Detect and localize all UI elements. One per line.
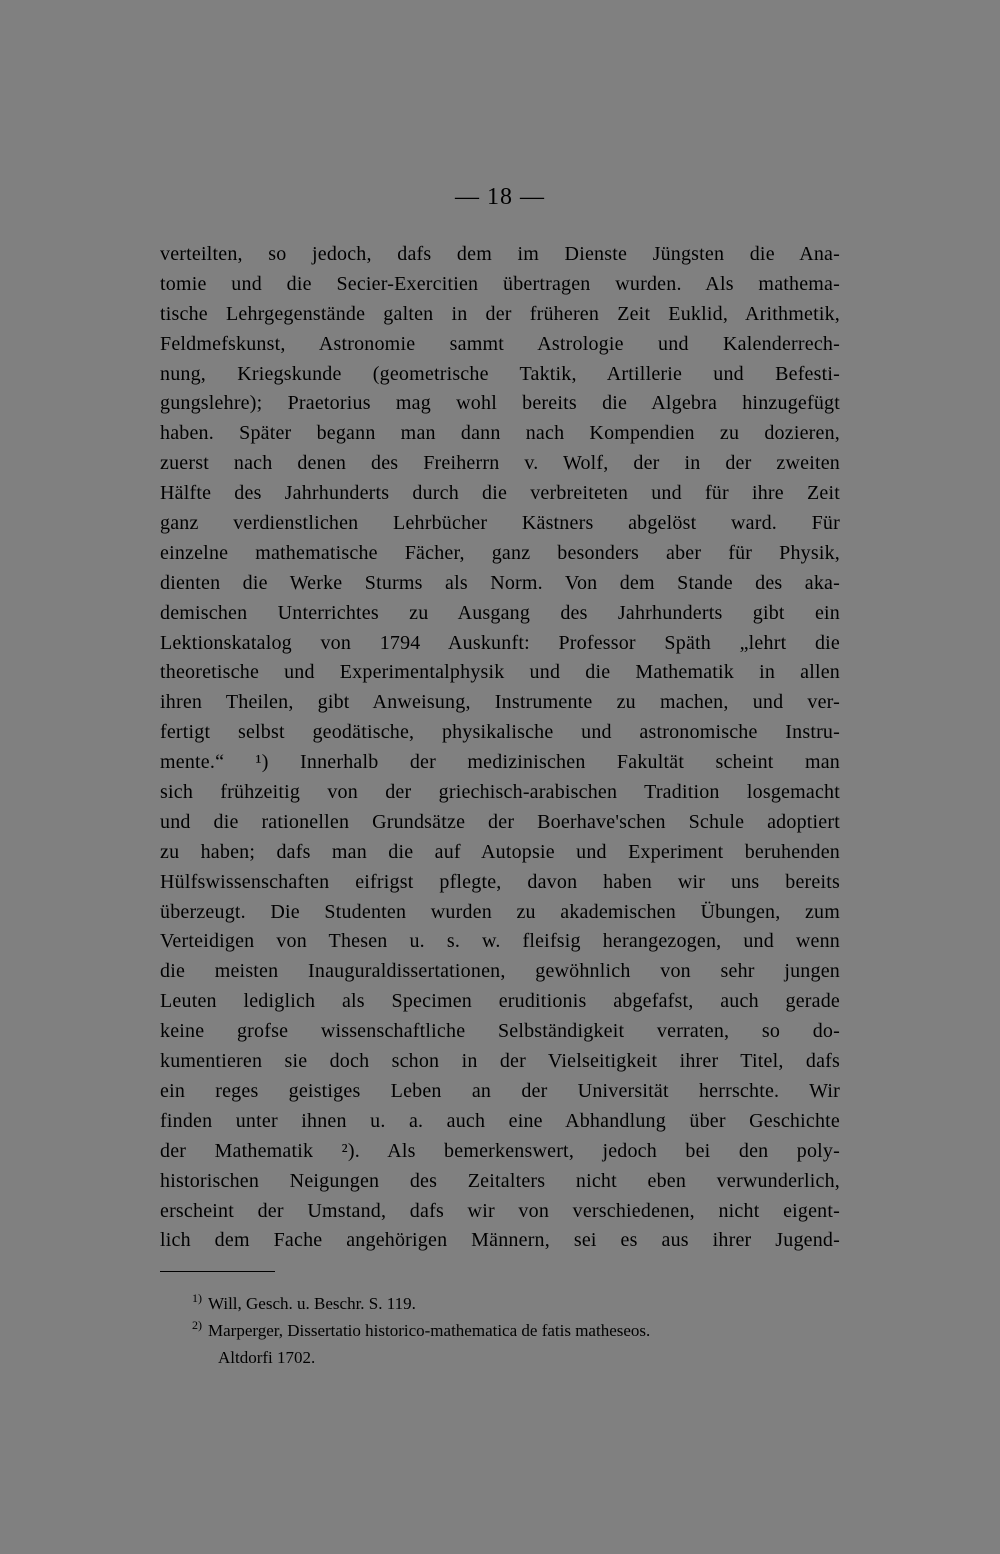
text-line: der Mathematik ²). Als bemerkenswert, jedoch bei den poly-	[160, 1139, 840, 1162]
text-line: keine grofse wissenschaftliche Selbständigkeit verraten, so do-	[160, 1020, 840, 1043]
text-line: tische Lehrgegenstände galten in der früheren Zeit Euklid, Arithmetik,	[160, 302, 840, 325]
text-line: demischen Unterrichtes zu Ausgang des Jahrhunderts gibt ein	[160, 601, 840, 624]
text-line: Verteidigen von Thesen u. s. w. fleifsig herangezogen, und wenn	[160, 930, 840, 953]
text-line: haben. Später begann man dann nach Kompendien zu dozieren,	[160, 422, 840, 445]
text-line: dienten die Werke Sturms als Norm. Von dem Stande des aka-	[160, 571, 840, 594]
text-line: ihren Theilen, gibt Anweisung, Instrumente zu machen, und ver-	[160, 691, 840, 714]
text-line: ein reges geistiges Leben an der Universität herrschte. Wir	[160, 1079, 840, 1102]
text-line: sich frühzeitig von der griechisch-arabischen Tradition losgemacht	[160, 781, 840, 804]
text-line: kumentieren sie doch schon in der Vielseitigkeit ihrer Titel, dafs	[160, 1050, 840, 1073]
text-line: fertigt selbst geodätische, physikalische und astronomische Instru-	[160, 721, 840, 744]
text-line: gungslehre); Praetorius mag wohl bereits die Algebra hinzugefügt	[160, 392, 840, 415]
text-line: zu haben; dafs man die auf Autopsie und Experiment beruhenden	[160, 840, 840, 863]
text-line: die meisten Inauguraldissertationen, gewöhnlich von sehr jungen	[160, 960, 840, 983]
text-line: Leuten lediglich als Specimen eruditionis abgefafst, auch gerade	[160, 990, 840, 1013]
footnote-marker: 1)	[192, 1291, 202, 1306]
text-line: überzeugt. Die Studenten wurden zu akademischen Übungen, zum	[160, 900, 840, 923]
text-line: nung, Kriegskunde (geometrische Taktik, Artillerie und Befesti-	[160, 362, 840, 385]
text-line: Feldmefskunst, Astronomie sammt Astrologie und Kalenderrech-	[160, 332, 840, 355]
text-line: Hülfswissenschaften eifrigst pflegte, davon haben wir uns bereits	[160, 870, 840, 893]
footnote-text: Marperger, Dissertatio historico-mathematica de fatis matheseos.	[208, 1321, 651, 1340]
footnote-2	[192, 1317, 840, 1344]
footnote-marker: 2)	[192, 1318, 202, 1333]
text-line: Hälfte des Jahrhunderts durch die verbreiteten und für ihre Zeit	[160, 482, 840, 505]
body-text	[160, 240, 840, 1256]
footnotes	[192, 1290, 840, 1371]
footnote-2-continuation: Altdorfi 1702.	[218, 1348, 316, 1367]
text-line: erscheint der Umstand, dafs wir von verschiedenen, nicht eigent-	[160, 1199, 840, 1222]
text-line: finden unter ihnen u. a. auch eine Abhandlung über Geschichte	[160, 1109, 840, 1132]
footnote-1	[192, 1290, 840, 1317]
text-line: verteilten, so jedoch, dafs dem im Dienste Jüngsten die Ana-	[160, 243, 840, 265]
text-line: zuerst nach denen des Freiherrn v. Wolf, der in der zweiten	[160, 452, 840, 475]
text-line: tomie und die Secier-Exercitien übertragen wurden. Als mathema-	[160, 272, 840, 295]
text-line: und die rationellen Grundsätze der Boerhave'schen Schule adoptiert	[160, 810, 840, 833]
text-line: theoretische und Experimentalphysik und die Mathematik in allen	[160, 661, 840, 684]
text-line: einzelne mathematische Fächer, ganz besonders aber für Physik,	[160, 541, 840, 564]
text-line: ganz verdienstlichen Lehrbücher Kästners abgelöst ward. Für	[160, 512, 840, 535]
footnote-text: Will, Gesch. u. Beschr. S. 119.	[208, 1294, 416, 1313]
text-line: Lektionskatalog von 1794 Auskunft: Professor Späth „lehrt die	[160, 631, 840, 654]
text-line: mente.“ ¹) Innerhalb der medizinischen Fakultät scheint man	[160, 751, 840, 774]
text-line: lich dem Fache angehörigen Männern, sei es aus ihrer Jugend-	[160, 1229, 840, 1252]
text-line: historischen Neigungen des Zeitalters nicht eben verwunderlich,	[160, 1169, 840, 1192]
page-number: — 18 —	[455, 184, 545, 210]
footnote-divider	[160, 1271, 275, 1272]
